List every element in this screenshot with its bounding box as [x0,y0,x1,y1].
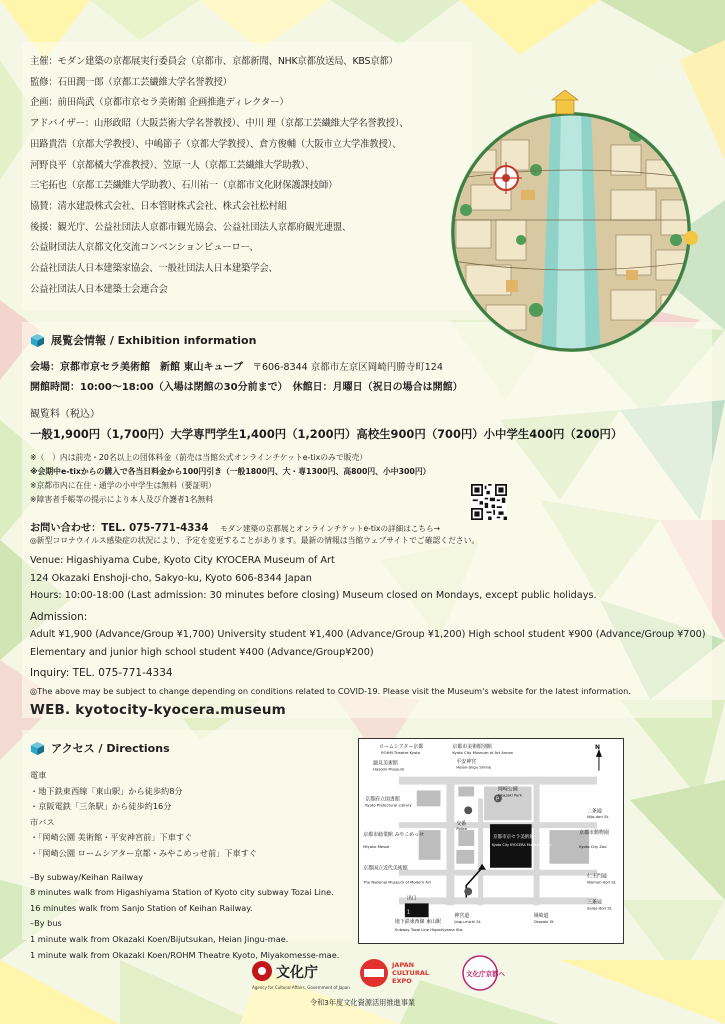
credit-line: 公益財団法人京都文化交流コンベンションビューロー、 [30,242,259,254]
map-label-station-en: Subway Tozai Line Higashiyama Sta. [394,928,464,933]
map-label-exit-num: 1 [406,909,410,916]
credit-line: アドバイザー：山形政昭（大阪芸術大学名誉教授）、中川 理（京都工芸繊維大学名誉教授）、 [30,118,409,130]
direction-line: –By subway/Keihan Railway [30,871,144,882]
venue-en: Venue: Higashiyama Cube, Kyoto City KYOCERA Museum of Art [30,555,335,566]
hours-en: Hours: 10:00-18:00 (Last admission: 30 minutes before closing) Museum closed on Mondays, except public holidays. [30,590,597,601]
covid-note-en: ◎The above may be subject to change depending on conditions related to COVID-19. Please visit the Museum's website for the latest information. [30,685,631,696]
bunkacho-text: 文化庁 [276,965,318,981]
direction-line: 8 minutes walk from Higashiyama Station of Kyoto city subway Tozai Line. [30,887,334,898]
credit-line: 公益社団法人日本建築士会連合会 [30,283,168,295]
map-label-museum: 京都市京セラ美術館 [492,835,534,841]
fee-note: ※（ ）内は前売・20名以上の団体料金（前売は当館公式オンラインチケットe-tixのみで販売） [30,453,368,462]
contact-note: モダン建築の京都展とオンラインチケットe-tixの詳細はこちら→ [220,524,440,533]
bunkacho-sub: Agency for Cultural Affairs, Government of Japan [252,985,350,990]
north-icon: N [594,743,600,751]
credit-line: 企画：前田尚武（京都市京セラ美術館 企画推進ディレクター） [30,97,289,109]
expo-text-3: EXPO [392,977,412,985]
venue-line [30,358,710,373]
map-label-library-en: Kyoto Prefectural Library [365,803,412,808]
map-label-momak-en: The National Museum of Modern Art [363,880,431,885]
direction-line: 1 minute walk from Okazaki Koen/ROHM Theatre Kyoto, Miyakomesse-mae. [30,949,340,960]
map-label-rohm-en: ROHM Theatre Kyoto [381,750,421,755]
direction-line: 1 minute walk from Okazaki Koen/Bijutsukan, Heian Jingu-mae. [30,933,289,944]
cube-icon [30,741,45,756]
venue-label: 会場：京都市京セラ美術館 新館 東山キューブ [30,362,243,373]
exhibition-heading-text: 展覧会情報 / Exhibition information [51,334,257,347]
map-label-station: 地下鉄東西線 東山駅 [394,919,441,926]
address-en: 124 Okazaki Enshoji-cho, Sakyo-ku, Kyoto 606-8344 Japan [30,572,312,584]
venue-address: 〒606-8344 京都市左京区岡崎円勝寺町124 [252,362,443,373]
qr-code[interactable] [471,484,507,520]
credits-block [30,52,440,300]
hours-line: 開館時間：10:00〜18:00（入場は閉館の30分前まで） 休館日：月曜日（祝日の場合は開館） [30,382,463,393]
credit-line: 協賛：清水建設株式会社、日本管財株式会社、株式会社松村組 [30,200,287,212]
access-map [358,738,624,944]
covid-note-jp: ◎新型コロナウイルス感染症の状況により、予定を変更することがあります。最新の情報は当館ウェブサイトでご確認ください。 [30,536,480,545]
map-label-koban: 交番 [456,821,467,828]
map-label-hosomi-en: Hosomi Museum [373,767,405,772]
map-label-momak: 京都国立近代美術館 [363,865,408,872]
map-label-jingu: 神宮道 [454,913,470,920]
map-label-heian: 平安神宮 [456,758,477,765]
map-label-zoo: 京都市動物園 [579,830,609,837]
kyoto-bunkacho-badge [463,956,506,990]
map-label-exit: 出口 [406,895,417,902]
exhibition-info [30,358,710,548]
direction-line: ・「岡崎公園 美術館・平安神宮前」下車すぐ [30,832,193,843]
map-label-okazaki-en: Okazaki Park [497,793,523,798]
contact-tel[interactable]: お問い合わせ：TEL. 075-771-4334 [30,523,209,534]
direction-line: ・地下鉄東西線「東山駅」から徒歩約8分 [30,785,183,796]
map-label-miyako-en: Miyako Messe [363,844,390,849]
cube-icon [30,333,45,348]
fee-note: ※障害者手帳等の提示により本人及び介護者1名無料 [30,495,214,504]
map-label-nijo: 二条通 [587,808,602,815]
direction-line: ・京阪電鉄「三条駅」から徒歩約16分 [30,801,172,812]
footer-caption: 令和3年度文化資源活用推進事業 [309,998,416,1007]
japan-cultural-expo-logo [360,959,429,987]
map-label-hosomi: 細見美術館 [373,760,398,767]
map-label-zoo-en: Kyoto City Zoo [579,844,607,849]
credit-line: 主催：モダン建築の京都展実行委員会（京都市、京都新聞、NHK京都放送局、KBS京都） [30,56,398,67]
map-label-heian-en: Heian-Jingu Shrine [456,765,492,770]
map-label-library: 京都府立図書館 [365,796,400,803]
credit-line: 三宅拓也（京都工芸繊維大学助教）、石川祐一（京都市文化財保護課技師） [30,180,338,192]
fee-note: ※京都市内に在住・通学の小中学生は無料（要証明） [30,481,216,490]
contact-line [30,519,710,534]
fee-list: 一般1,900円（1,700円）大学専門学生1,400円（1,200円）高校生900円（700円）小中学生400円（200円） [30,427,623,441]
map-label-rohm: ロームシアター京都 [379,743,424,750]
website-link[interactable]: WEB. kyotocity-kyocera.museum [30,702,286,718]
admission-title: Admission: [30,610,88,623]
map-label-koban-en: Police [456,827,468,832]
map-label-okazaki: 岡崎公園 [497,786,518,793]
direction-line: 市バス [30,816,55,827]
directions-heading-text: アクセス / Directions [51,742,170,755]
fee-note: ※会期中e-tixからの購入で各当日料金から100円引き（一般1800円、大・専1300円、高800円、小中300円） [30,467,431,476]
credit-line: 河野良平（京都橘大学准教授）、笠原一人（京都工芸繊維大学助教）、 [30,159,315,171]
map-label-sanjo-en: Sanjo-dori St. [587,906,613,911]
map-label-miyako: 京都市勧業館 みやこめっせ [363,832,425,839]
kyoto-badge-text: 文化庁京都へ [466,970,505,978]
expo-text-1: JAPAN [392,961,415,969]
bunkacho-logo [252,961,350,990]
map-label-nijo-en: Nijo-dori St. [587,815,610,820]
direction-line: 電車 [30,770,47,780]
map-label-sanjo: 三条通 [587,899,602,906]
admission-line: Elementary and junior high school student ¥400 (Advance/Group¥200) [30,646,374,658]
direction-line: –By bus [30,918,62,929]
globe-city-illustration [426,90,725,358]
map-label-okazaki-st-en: Okazaki St. [533,920,555,925]
credit-line: 監修：石田潤一郎（京都工芸繊維大学名誉教授） [30,76,232,88]
direction-line: ・「岡崎公園 ロームシアター京都・みやこめっせ前」下車すぐ [30,847,258,858]
directions-text [30,768,360,963]
inquiry-en[interactable]: Inquiry: TEL. 075-771-4334 [30,667,173,679]
map-label-okazaki-st: 岡崎道 [533,913,549,920]
expo-text-2: CULTURAL [392,969,430,977]
sponsor-logos [240,955,540,995]
credit-line: 田路貴浩（京都大学教授）、中嶋節子（京都大学教授）、倉方俊輔（大阪市立大学准教授）、 [30,138,402,150]
admission-line: Adult ¥1,900 (Advance/Group ¥1,700) University student ¥1,400 (Advance/Group ¥1,200) High school student ¥900 (Advance/Group ¥700) [30,629,706,640]
fee-title: 観覧料（税込） [30,409,100,420]
credit-line: 公益社団法人日本建築家協会、一般社団法人日本建築学会、 [30,263,278,275]
map-label-annex: 京都市美術館別館 [452,743,492,750]
map-label-annex-en: Kyoto City Museum of Art Annex [452,750,514,755]
english-info [30,552,720,720]
directions-heading [30,740,170,756]
parking-icon: P [495,796,499,803]
map-label-jingu-en: Jingu-michi St. [454,920,482,925]
credit-line: 後援：観光庁、公益社団法人京都市観光協会、公益社団法人京都府観光連盟、 [30,221,352,233]
map-label-niomon-en: Niomon-dori St. [587,880,617,885]
direction-line: 16 minutes walk from Sanjo Station of Keihan Railway. [30,902,253,913]
map-label-niomon: 仁王門通 [587,873,607,880]
map-label-museum-en: Kyoto City KYOCERA Museum of Art [491,842,552,847]
exhibition-heading [30,332,256,348]
